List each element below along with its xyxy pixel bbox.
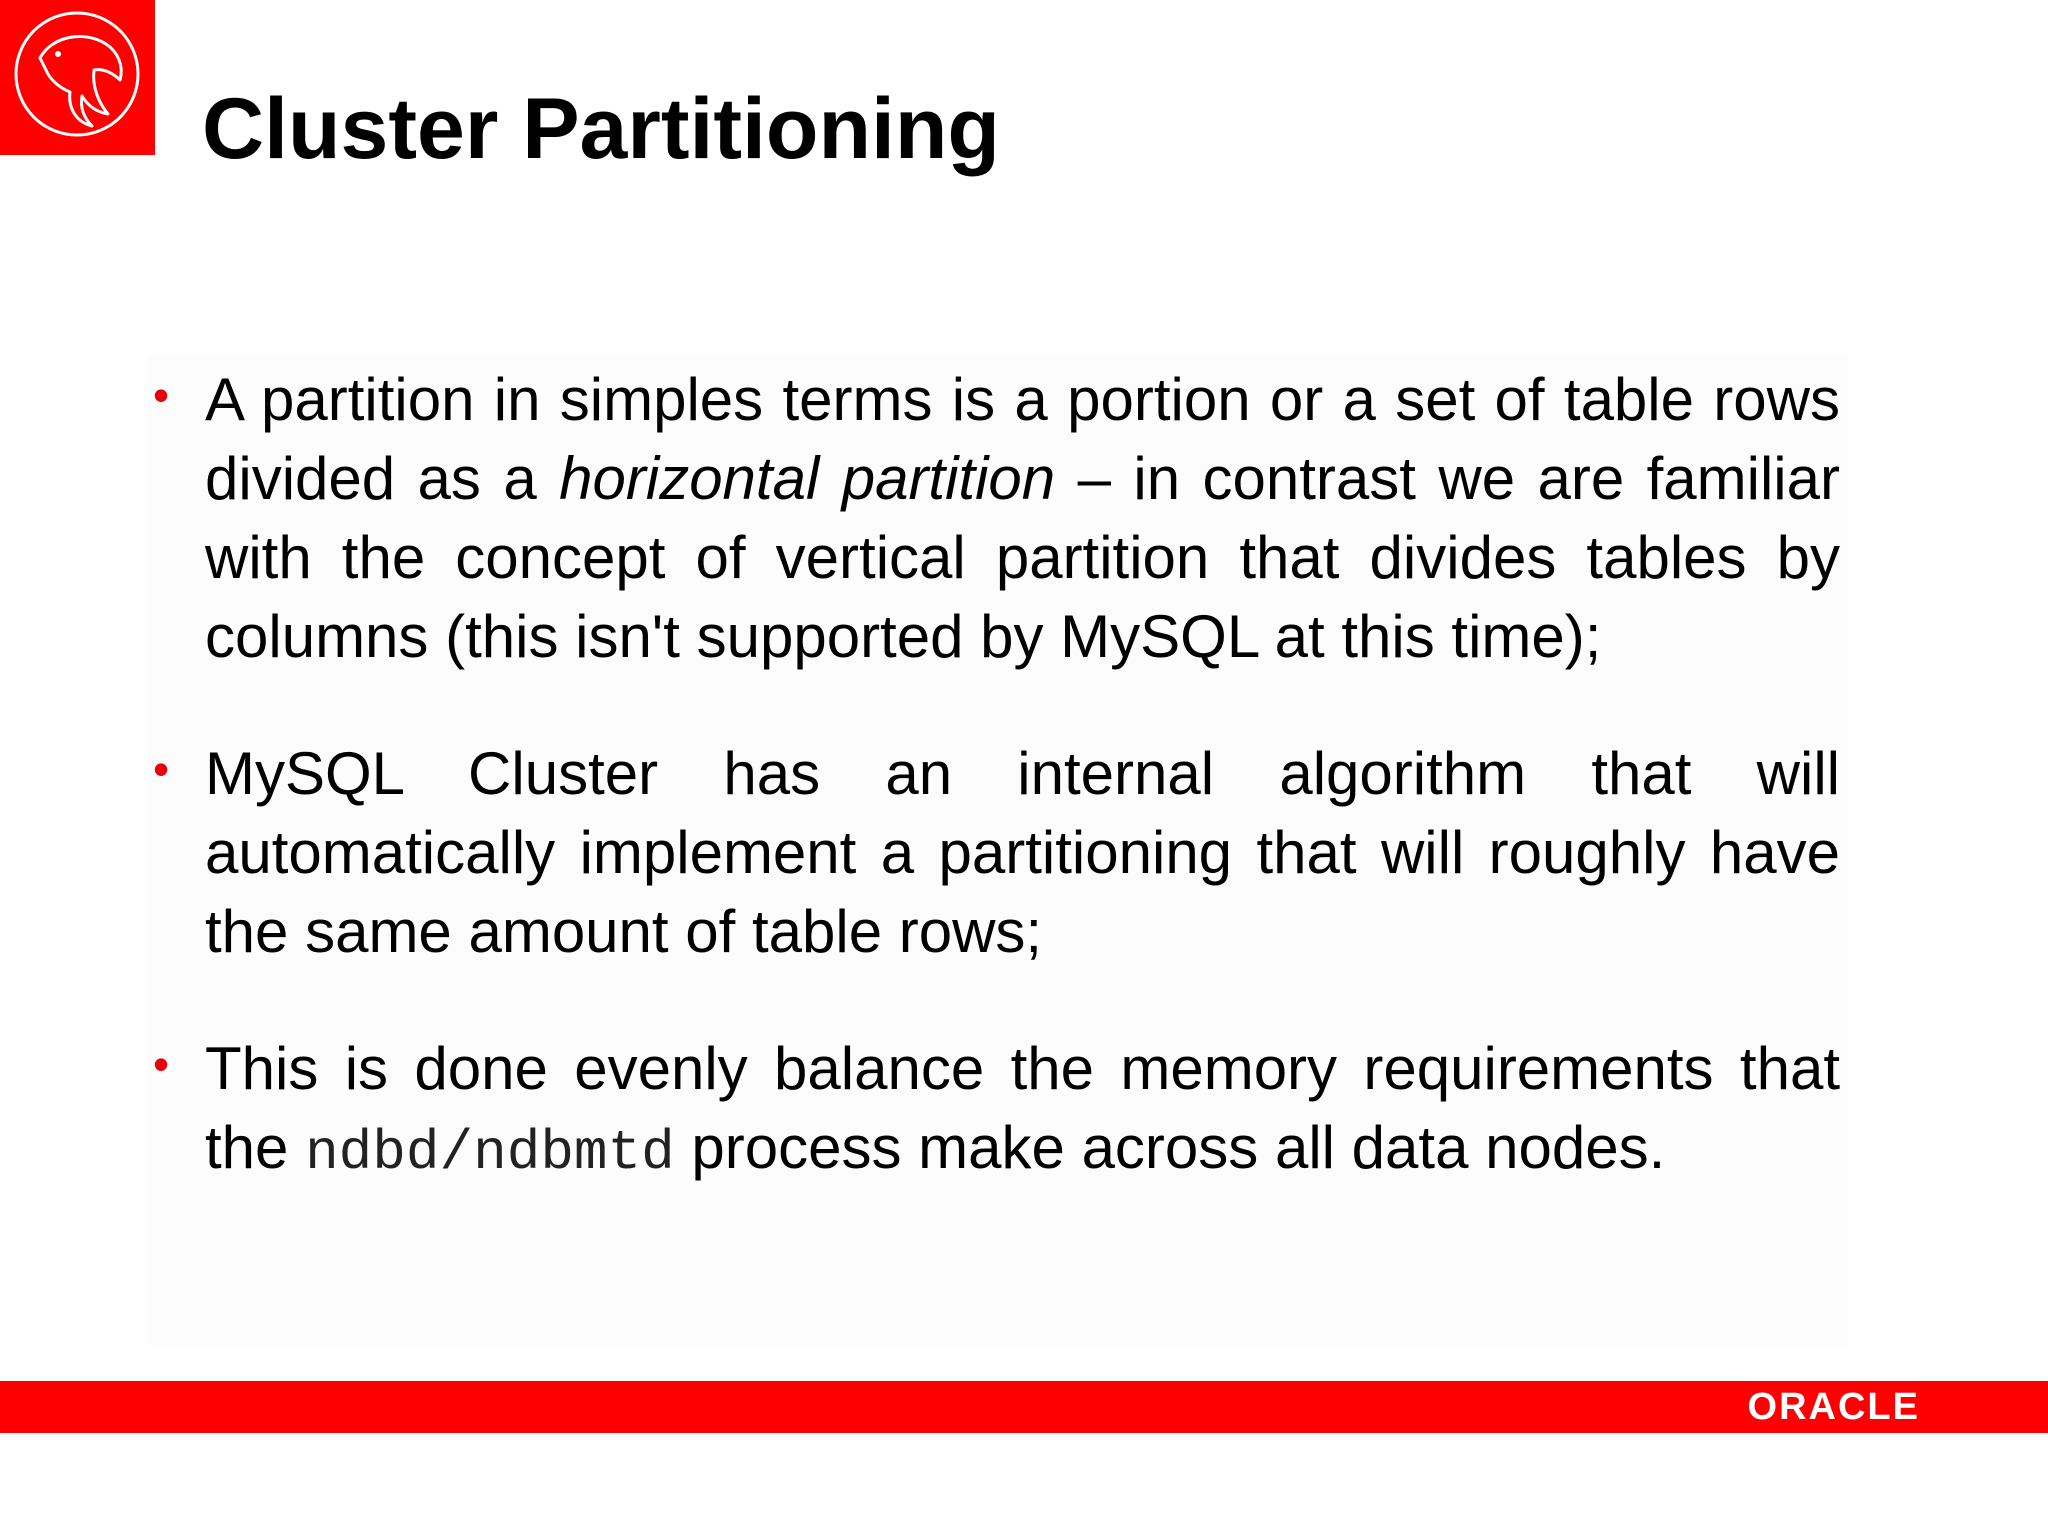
- mysql-dolphin-icon: [0, 0, 155, 155]
- bullet-item-3: [153, 1029, 1840, 1193]
- footer-bar: [0, 1381, 2048, 1433]
- bullet-item-2: [153, 734, 1840, 971]
- slide-title: Cluster Partitioning: [202, 81, 1000, 177]
- bullet-code: ndbd/ndbmtd: [305, 1121, 675, 1185]
- oracle-logo: ORACLE: [1747, 1386, 1920, 1428]
- bullet-marker: •: [153, 1038, 170, 1090]
- bullet-text: MySQL Cluster has an internal algorithm that will automatically implement a partitioning that will roughly have the same amount of table rows;: [205, 740, 1840, 965]
- bullet-item-1: [153, 360, 1840, 676]
- bullet-marker: •: [153, 369, 170, 421]
- bullet-text: This is done evenly balance the memory requirements that the: [205, 1035, 1840, 1181]
- mysql-logo: [0, 0, 155, 155]
- bullet-marker: •: [153, 743, 170, 795]
- bullet-list: [153, 360, 1840, 1193]
- bullet-text: – in contrast we are familiar with the concept of vertical partition that divides tables by columns (this isn't supported by MySQL at this time);: [205, 445, 1840, 670]
- bullet-text: process make across all data nodes.: [674, 1114, 1666, 1181]
- bullet-text: A partition in simples terms is a portion or a set of table rows divided as a: [205, 366, 1840, 512]
- bullet-emphasis: horizontal partition: [559, 445, 1056, 512]
